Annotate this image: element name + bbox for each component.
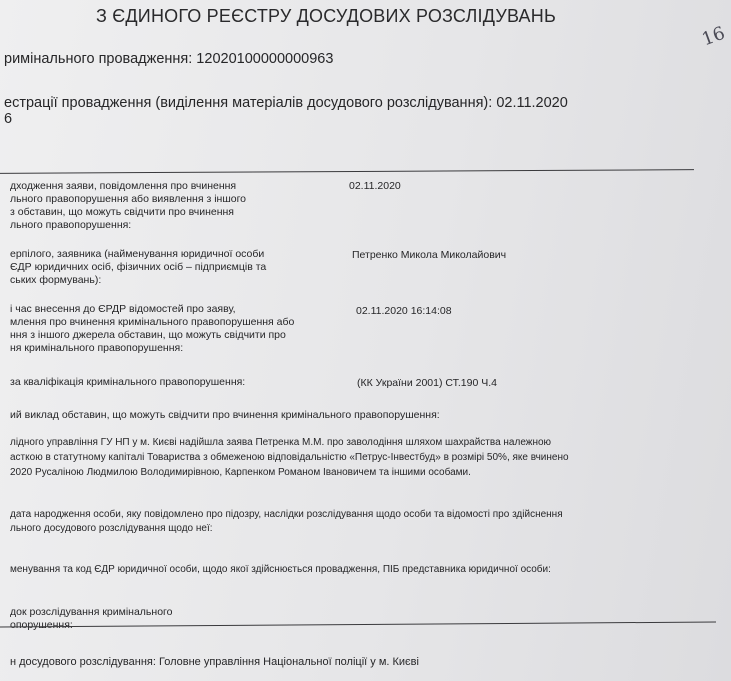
closure-line: док розслідування кримінального (10, 606, 173, 618)
row-qualification-value: (КК України 2001) СТ.190 Ч.4 (357, 377, 497, 389)
registration-date-line: естрації провадження (виділення матеріалів досудового розслідування): 02.11.2020 (4, 95, 568, 111)
label-line: млення про вчинення кримінального правопорушення або (10, 316, 295, 328)
document-title: З ЄДИНОГО РЕЄСТРУ ДОСУДОВИХ РОЗСЛІДУВАНЬ (96, 6, 556, 26)
divider-top (0, 169, 694, 174)
investigation-agency: н досудового розслідування: Головне управління Національної поліції у м. Києві (10, 656, 419, 668)
narrative-line: 2020 Русаліною Людмилою Володимирівною, Карпенком Романом Івановичем та іншими особами. (10, 467, 471, 478)
case-number-line: римінального провадження: 12020100000000963 (4, 51, 334, 67)
row-victim-label (10, 248, 266, 287)
legal-entity-line: менування та код ЄДР юридичної особи, щодо якої здійснюється провадження, ПІБ представника юридичної особи: (10, 564, 551, 575)
label-line: льного правопорушення або виявлення з іншого (10, 193, 247, 205)
label-line: з обставин, що можуть свідчити про вчинення (10, 206, 234, 218)
label-line: і час внесення до ЄРДР відомостей про заяву, (10, 303, 236, 315)
row-victim-value: Петренко Микола Миколайович (352, 249, 507, 261)
label-line: ння з іншого джерела обставин, що можуть свідчити про (10, 329, 286, 341)
row-receipt-value: 02.11.2020 (349, 180, 401, 192)
label-line: ня кримінального правопорушення: (10, 342, 184, 354)
closure-info (10, 606, 172, 632)
registration-date-line-cont: 6 (4, 111, 13, 127)
label-line: ЄДР юридичних осіб, фізичних осіб – підприємців та (10, 261, 267, 273)
suspect-info (10, 508, 563, 536)
narrative-line: лідного управління ГУ НП у м. Києві надійшла заява Петренка М.М. про заволодіння шляхом шахрайства належною (10, 437, 552, 448)
row-entry-time-value: 02.11.2020 16:14:08 (356, 305, 452, 317)
suspect-line: льного досудового розслідування щодо неї: (10, 523, 213, 534)
label-line: дходження заяви, повідомлення про вчинення (10, 180, 237, 192)
handwritten-page-number: 16 (699, 22, 728, 51)
label-line: льного правопорушення: (10, 219, 132, 231)
narrative-line: асткою в статутному капіталі Товариства з обмеженою відповідальністю «Петрус-Інвестбуд» в розмірі 50%, яке вчинено (10, 452, 569, 463)
narrative-text (10, 435, 569, 480)
narrative-heading: ий виклад обставин, що можуть свідчити про вчинення кримінального правопорушення: (10, 409, 440, 421)
suspect-line: дата народження особи, яку повідомлено про підозру, наслідки розслідування щодо особи та відомості про здійснення (10, 509, 563, 520)
closure-line: опорушення: (10, 619, 73, 631)
row-receipt-label (10, 180, 246, 232)
row-entry-time-label (10, 303, 294, 355)
label-line: ських формувань): (10, 274, 102, 286)
row-qualification-label: за кваліфікація кримінального правопорушення: (10, 376, 246, 388)
label-line: ерпілого, заявника (найменування юридичної особи (10, 248, 265, 260)
